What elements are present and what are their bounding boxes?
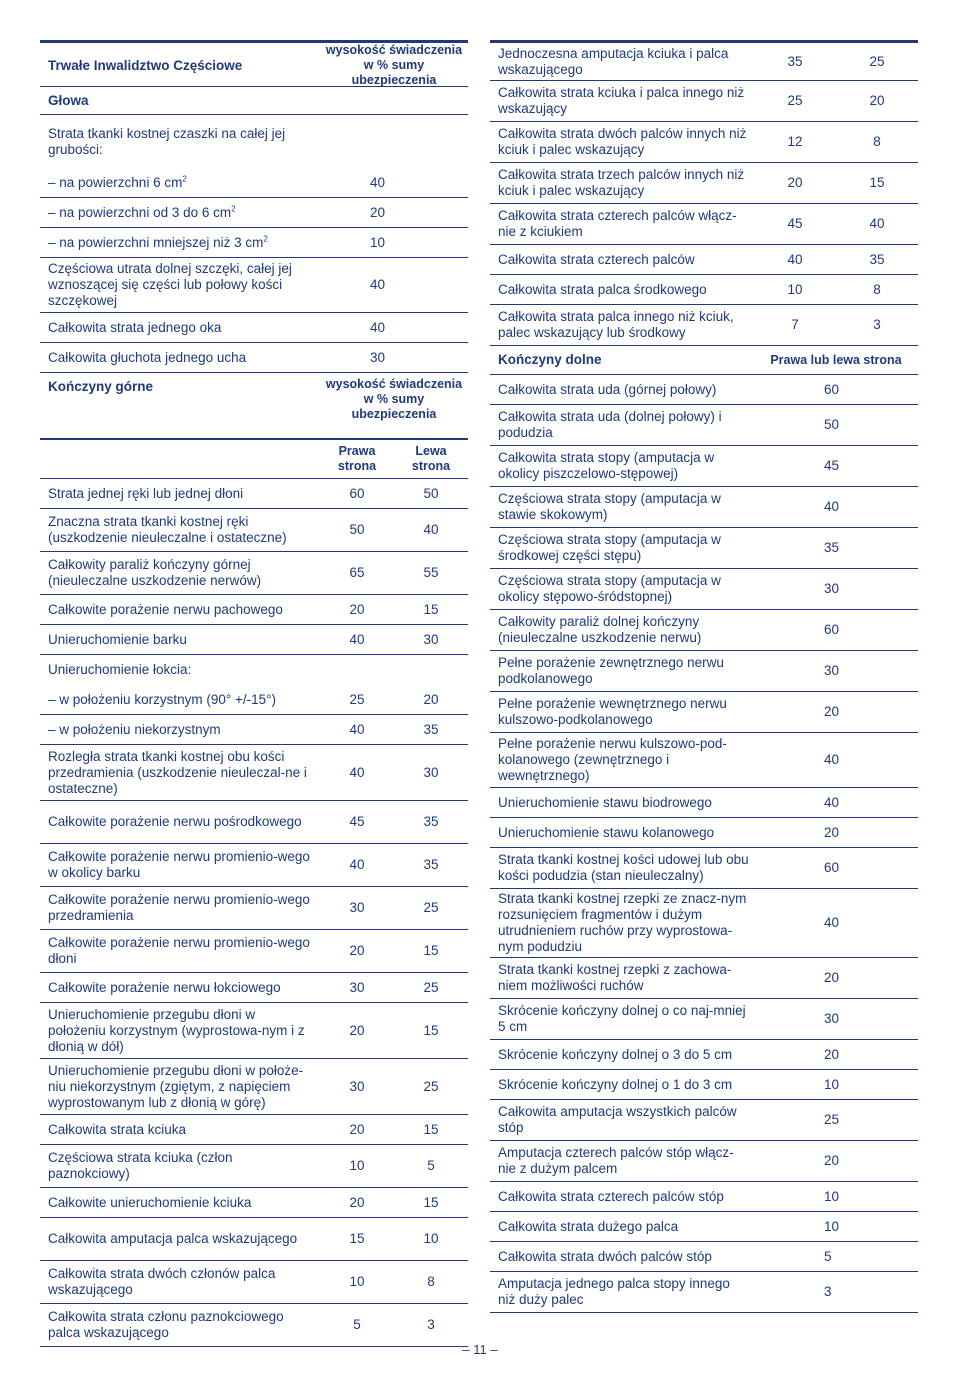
row-label: Całkowite porażenie nerwu łokciowego [48,979,281,995]
table-header [40,40,468,87]
table-row [490,1070,918,1100]
table-row [40,715,468,745]
value-left-side: 8 [427,1274,435,1289]
value-left-side: 35 [869,251,885,267]
col-left-side: Lewa strona [411,444,451,473]
row-label: Całkowita strata czterech palców włącz-nie z kciukiem [498,208,737,239]
table-row [490,204,918,245]
table-row [40,313,468,343]
table-row [490,446,918,487]
table-row [490,305,918,346]
row-label: Całkowita strata kciuka [48,1121,187,1137]
table-row [40,801,468,844]
value-right-side: 35 [787,53,803,69]
row-value: 40 [824,499,840,514]
value-right-side: 60 [349,485,365,501]
row-label: Całkowita amputacja palca wskazującego [48,1231,298,1246]
row-value: 20 [824,1046,840,1062]
row-label: Jednoczesna amputacja kciuka i palca wskazującego [498,45,729,77]
value-left-side: 8 [873,134,881,149]
table-row [490,528,918,569]
row-label: Rozległa strata tkanki kostnej obu kości przedramienia (uszkodzenie nieuleczal-ne i ostateczne) [48,748,307,796]
table-row [490,40,918,81]
value-left-side: 8 [873,281,881,297]
value-left-side: 40 [869,216,885,231]
value-right-side: 40 [349,857,365,872]
table-row [40,198,468,228]
row-label: Całkowita strata trzech palców innych niż kciuk i palec wskazujący [498,167,745,198]
row-label: Unieruchomienie przegubu dłoni w położe-niu niekorzystnym (zgiętym, z napięciem wyprostowanym lub z dłonią w górę) [48,1062,304,1110]
value-right-side: 40 [349,631,365,647]
table-row [490,375,918,405]
row-value: 60 [824,622,840,637]
row-value: 30 [824,1011,840,1026]
row-label: – na powierzchni mniejszej niż 3 $cm^2$ [40,235,320,251]
section-header [40,373,468,439]
row-label: Unieruchomienie przegubu dłoni w położeniu korzystnym (wyprostowa-nym i z dłonią w dół) [48,1006,305,1054]
row-label: Unieruchomienie stawu biodrowego [498,794,712,810]
table-row [40,1304,468,1347]
row-value: 20 [824,704,840,719]
row-value: 50 [824,417,840,432]
value-left-side: 3 [427,1317,435,1332]
table-row [40,115,468,168]
table-row [40,228,468,258]
side-header: Prawa lub lewa strona [770,352,902,367]
section-title: Kończyny dolne [498,352,602,367]
table-row [490,818,918,848]
row-label: – w położeniu niekorzystnym [40,722,320,738]
row-label: Całkowita strata uda (dolnej połowy) i podudzia [498,409,722,440]
table-row [40,1145,468,1188]
value-right-side: 30 [349,900,365,915]
row-value: 5 [824,1248,832,1264]
row-label: Całkowity paraliż dolnej kończyny (nieuleczalne uszkodzenie nerwu) [498,614,702,645]
table-row [490,275,918,305]
table-row [490,569,918,610]
row-label: Strata tkanki kostnej rzepki z zachowa-niem możliwości ruchów [498,962,732,993]
row-label: Całkowita strata palca środkowego [498,281,707,297]
row-value: 30 [824,581,840,596]
row-value: 40 [370,174,386,190]
row-value: 25 [824,1112,840,1127]
row-value: 20 [370,204,386,220]
row-label: Całkowita strata dwóch członów palca wskazującego [48,1266,276,1297]
value-left-side: 15 [869,175,885,190]
value-right-side: 25 [787,93,803,108]
row-label: Częściowa strata stopy (amputacja w okolicy stępowo-śródstopnej) [498,573,721,604]
row-label: Strata tkanki kostnej kości udowej lub obu kości podudzia (stan nieuleczalny) [498,852,749,883]
row-label: Całkowita strata uda (górnej połowy) [498,381,717,397]
row-label: Skrócenie kończyny dolnej o 1 do 3 cm [498,1076,733,1092]
value-right-side: 45 [349,814,365,829]
row-value: 20 [824,970,840,985]
table-row [490,848,918,889]
table-row [490,245,918,275]
row-label: Unieruchomienie barku [48,631,187,647]
benefit-header: wysokość świadczenia w % sumy ubezpieczenia [325,43,463,87]
row-label: Strata tkanki kostnej rzepki ze znacz-nym rozsunięciem fragmentów i dużym utrudnieniem ruchów przy wyprostowa-nym podudziu [498,891,747,954]
row-label: Całkowita strata palca innego niż kciuk, palec wskazujący lub środkowy [498,309,734,340]
value-right-side: 7 [791,317,799,332]
table-row [40,1115,468,1145]
page-title: Trwałe Inwalidztwo Częściowe [48,57,243,73]
table-row [40,168,468,198]
row-label: Częściowa strata stopy (amputacja w stawie skokowym) [498,491,721,522]
table-row [490,163,918,204]
table-row [40,1059,468,1115]
value-left-side: 35 [423,721,439,737]
table-row [490,958,918,999]
table-row [40,1218,468,1261]
left-column [40,40,468,1347]
row-value: 40 [370,277,386,292]
value-right-side: 30 [349,979,365,995]
row-label: Skrócenie kończyny dolnej o 3 do 5 cm [498,1046,733,1062]
value-right-side: 45 [787,216,803,231]
row-label: Pełne porażenie wewnętrznego nerwu kulszowo-podkolanowego [498,696,727,727]
value-right-side: 10 [787,281,803,297]
row-label: Strata jednej ręki lub jednej dłoni [48,485,244,501]
row-label: Całkowita strata czterech palców stóp [498,1188,724,1204]
table-row [490,692,918,733]
table-row [490,122,918,163]
table-row [490,999,918,1040]
table-row [490,1040,918,1070]
table-row [40,973,468,1003]
table-row [40,844,468,887]
table-row [490,1100,918,1141]
value-right-side: 20 [349,1022,365,1038]
value-right-side: 65 [349,565,365,580]
table-row [40,595,468,625]
table-row [490,1212,918,1242]
row-value: 35 [824,540,840,555]
value-right-side: 40 [787,251,803,267]
row-value: 40 [824,794,840,810]
table-row [40,479,468,509]
table-row [490,733,918,788]
row-label: Całkowita głuchota jednego ucha [48,349,247,365]
table-row [490,1141,918,1182]
side-header [40,439,468,479]
row-value: 3 [824,1284,832,1299]
row-value: 10 [824,1076,840,1092]
row-value: 40 [824,915,840,930]
value-left-side: 25 [423,900,439,915]
row-label: Częściowa utrata dolnej szczęki, całej jej wznoszącej się części lub połowy kości szczękowej [48,261,292,308]
row-label: Częściowa strata kciuka (człon paznokciowy) [48,1150,233,1181]
value-right-side: 30 [349,1078,365,1094]
table-row [490,81,918,122]
row-label: Całkowita strata czterech palców [498,251,695,267]
value-right-side: 10 [349,1274,365,1289]
section-title: Głowa [48,92,89,108]
value-left-side: 30 [423,764,439,780]
row-label: Całkowita strata stopy (amputacja w okolicy piszczelowo-stępowej) [498,450,715,481]
value-left-side: 15 [423,1121,439,1137]
row-label: Całkowita strata dwóch palców stóp [498,1248,712,1264]
row-value: 45 [824,458,840,473]
section-title: Kończyny górne [48,379,154,394]
table-row [490,610,918,651]
table-row [40,258,468,313]
table-row [40,745,468,801]
row-label: Całkowita strata jednego oka [48,319,222,335]
row-label: Całkowity paraliż kończyny górnej (nieuleczalne uszkodzenie nerwów) [48,557,262,588]
value-left-side: 50 [423,485,439,501]
row-label: Częściowa strata stopy (amputacja w środkowej części stępu) [498,532,721,563]
section-header [490,346,918,375]
value-left-side: 5 [427,1158,435,1173]
table-row [40,552,468,595]
col-right-side: Prawa strona [337,444,377,473]
value-left-side: 35 [423,814,439,829]
value-left-side: 35 [423,857,439,872]
row-label: – na powierzchni od 3 do 6 $cm^2$ [40,205,320,221]
row-label: Całkowite porażenie nerwu promienio-wego w okolicy barku [48,849,310,880]
row-value: 40 [824,752,840,767]
value-left-side: 25 [869,53,885,69]
row-label: Całkowite porażenie nerwu pośrodkowego [48,814,302,829]
row-value: 20 [824,1153,840,1168]
value-right-side: 20 [349,1121,365,1137]
row-value: 30 [824,663,840,678]
row-value: 30 [370,349,386,365]
table-row [40,1003,468,1059]
table-row [40,509,468,552]
value-left-side: 15 [423,1194,439,1210]
value-right-side: 40 [349,764,365,780]
row-label: Całkowita strata dwóch palców innych niż kciuk i palec wskazujący [498,126,747,157]
value-right-side: 12 [787,134,803,149]
table-row [40,343,468,373]
row-label: Całkowite porażenie nerwu promienio-wego przedramienia [48,892,310,923]
row-label: Znaczna strata tkanki kostnej ręki (uszkodzenie nieuleczalne i ostateczne) [48,514,287,545]
table-row [490,405,918,446]
table-row [40,1261,468,1304]
row-label: Całkowita strata członu paznokciowego palca wskazującego [48,1309,284,1340]
row-label: Amputacja jednego palca stopy innego niż duży palec [498,1276,730,1307]
value-left-side: 25 [423,979,439,995]
row-label: Pełne porażenie zewnętrznego nerwu podkolanowego [498,655,724,686]
table-row [40,685,468,715]
value-left-side: 15 [423,1022,439,1038]
value-right-side: 15 [349,1231,365,1246]
value-right-side: 50 [349,522,365,537]
row-value: 60 [824,860,840,875]
value-left-side: 30 [423,631,439,647]
row-label: Całkowite porażenie nerwu pachowego [48,601,283,617]
value-right-side: 10 [349,1158,365,1173]
row-label: Unieruchomienie stawu kolanowego [498,824,715,840]
value-left-side: 40 [423,522,439,537]
row-label: Całkowita strata kciuka i palca innego niż wskazujący [498,85,745,116]
value-left-side: 20 [869,93,885,108]
table-row [490,1182,918,1212]
page-number: – 11 – [462,1342,498,1357]
value-left-side: 55 [423,565,439,580]
row-label: Strata tkanki kostnej czaszki na całej jej grubości: [48,125,286,157]
table-row [490,1272,918,1313]
value-right-side: 5 [353,1317,361,1332]
table-row [40,655,468,685]
table-row [40,930,468,973]
table-row [40,887,468,930]
value-right-side: 20 [787,175,803,190]
row-label: Amputacja czterech palców stóp włącz-nie z dużym palcem [498,1145,734,1176]
value-right-side: 25 [349,691,365,707]
table-row [490,651,918,692]
row-value: 40 [370,319,386,335]
table-row [490,1242,918,1272]
value-right-side: 40 [349,721,365,737]
value-left-side: 3 [873,317,881,332]
value-left-side: 15 [423,943,439,958]
table-row [40,1188,468,1218]
value-right-side: 20 [349,943,365,958]
table-row [40,625,468,655]
benefit-header: wysokość świadczenia w % sumy ubezpieczenia [325,377,463,421]
table-row [490,788,918,818]
row-label: Całkowite unieruchomienie kciuka [48,1194,252,1210]
row-label: Całkowite porażenie nerwu promienio-wego dłoni [48,935,310,966]
row-value: 10 [370,234,386,250]
table-row [490,889,918,958]
value-left-side: 20 [423,691,439,707]
value-right-side: 20 [349,601,365,617]
row-value: 60 [824,381,840,397]
value-left-side: 10 [423,1231,439,1246]
row-label: Pełne porażenie nerwu kulszowo-pod-kolanowego (zewnętrznego i wewnętrznego) [498,736,727,783]
row-value: 20 [824,824,840,840]
section-header [40,87,468,115]
row-label: Unieruchomienie łokcia: [48,662,192,677]
value-left-side: 25 [423,1078,439,1094]
row-label: – na powierzchni 6 $cm^2$ [40,175,320,191]
right-column [490,40,918,1313]
row-label: – w położeniu korzystnym (90° +/-15°) [40,692,320,708]
table-row [490,487,918,528]
value-right-side: 20 [349,1194,365,1210]
row-value: 10 [824,1188,840,1204]
row-label: Całkowita amputacja wszystkich palców stóp [498,1104,737,1135]
row-label: Całkowita strata dużego palca [498,1218,679,1234]
value-left-side: 15 [423,601,439,617]
row-value: 10 [824,1218,840,1234]
row-label: Skrócenie kończyny dolnej o co naj-mniej 5 cm [498,1003,746,1034]
